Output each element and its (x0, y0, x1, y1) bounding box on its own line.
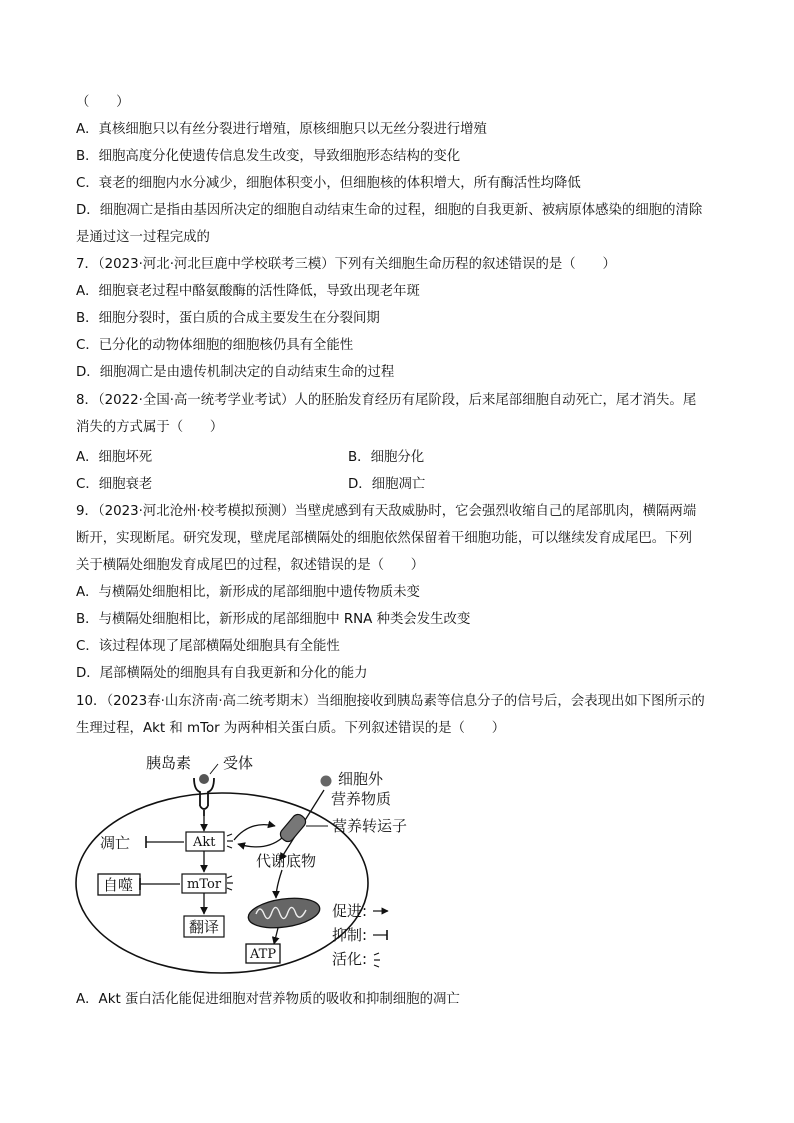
q6-option-b: B．细胞高度分化使遗传信息发生改变，导致细胞形态结构的变化 (76, 149, 461, 164)
nutrient-icon (321, 776, 332, 787)
atp-label: ATP (250, 947, 277, 962)
legend-activate-label: 活化: (332, 950, 368, 968)
q6-option-d-cont: 是通过这一过程完成的 (76, 230, 210, 245)
q7-option-a: A．细胞衰老过程中酪氨酸酶的活性降低，导致出现老年斑 (76, 284, 420, 299)
q6-option-a: A．真核细胞只以有丝分裂进行增殖，原核细胞只以无丝分裂进行增殖 (76, 122, 487, 137)
apoptosis-label: 凋亡 (100, 834, 131, 852)
q6-bracket: （ ） (76, 95, 130, 110)
q8-option-d: D．细胞凋亡 (348, 477, 426, 492)
q7-option-b: B．细胞分裂时，蛋白质的合成主要发生在分裂间期 (76, 311, 380, 326)
q7-option-d: D．细胞凋亡是由遗传机制决定的自动结束生命的过程 (76, 365, 395, 380)
q9-option-a: A．与横隔处细胞相比，新形成的尾部细胞中遗传物质未变 (76, 585, 420, 600)
q8-option-c: C．细胞衰老 (76, 477, 153, 492)
q8-stem: 8．（2022·全国·高一统考学业考试）人的胚胎发育经历有尾阶段，后来尾部细胞自动死亡，尾才消失。尾 (76, 393, 697, 408)
autophagy-label: 自噬 (103, 876, 134, 894)
mitochondrion-icon (246, 894, 321, 932)
translation-label: 翻译 (189, 918, 220, 936)
q9-stem-cont-2: 关于横隔处细胞发育成尾巴的过程，叙述错误的是（ ） (76, 558, 425, 573)
insulin-label: 胰岛素 (146, 754, 192, 772)
outside-label-2: 营养物质 (331, 790, 392, 808)
q7-option-c: C．已分化的动物体细胞的细胞核仍具有全能性 (76, 338, 354, 353)
q10-option-a: A．Akt 蛋白活化能促进细胞对营养物质的吸收和抑制细胞的凋亡 (76, 992, 460, 1007)
transporter-label: 营养转运子 (332, 817, 408, 835)
q10-stem: 10．（2023春·山东济南·高二统考期末）当细胞接收到胰岛素等信息分子的信号后，会表现出如下图所示的 (76, 694, 705, 709)
receptor-label: 受体 (223, 754, 254, 772)
q9-stem: 9．（2023·河北沧州·校考模拟预测）当壁虎感到有天敌威胁时，它会强烈收缩自己的尾部肌肉，横隔两端 (76, 504, 697, 519)
cell-signaling-diagram (70, 748, 420, 980)
legend-promote-label: 促进: (332, 902, 368, 920)
q10-stem-cont: 生理过程，Akt 和 mTor 为两种相关蛋白质。下列叙述错误的是（ ） (76, 721, 506, 736)
q9-stem-cont-1: 断开，实现断尾。研究发现，壁虎尾部横隔处的细胞依然保留着干细胞功能，可以继续发育成尾巴。下列 (76, 531, 692, 546)
transporter-icon (278, 812, 308, 844)
q8-option-a: A．细胞坏死 (76, 450, 153, 465)
q6-option-c: C．衰老的细胞内水分减少，细胞体积变小，但细胞核的体积增大，所有酶活性均降低 (76, 176, 581, 191)
q9-option-b: B．与横隔处细胞相比，新形成的尾部细胞中 RNA 种类会发生改变 (76, 612, 471, 627)
outside-label-1: 细胞外 (338, 770, 384, 788)
q9-option-d: D．尾部横隔处的细胞具有自我更新和分化的能力 (76, 666, 368, 681)
q8-stem-cont: 消失的方式属于（ ） (76, 420, 224, 435)
q7-stem: 7．（2023·河北·河北巨鹿中学校联考三模）下列有关细胞生命历程的叙述错误的是（ ） (76, 257, 616, 272)
legend-inhibit-label: 抑制: (332, 926, 368, 944)
q6-option-d: D．细胞凋亡是指由基因所决定的细胞自动结束生命的过程，细胞的自我更新、被病原体感染的细胞的清除 (76, 203, 703, 218)
mtor-label: mTor (187, 877, 222, 892)
metabolic-label: 代谢底物 (256, 852, 317, 870)
q8-option-b: B．细胞分化 (348, 450, 425, 465)
akt-label: Akt (193, 835, 216, 850)
q9-option-c: C．该过程体现了尾部横隔处细胞具有全能性 (76, 639, 340, 654)
